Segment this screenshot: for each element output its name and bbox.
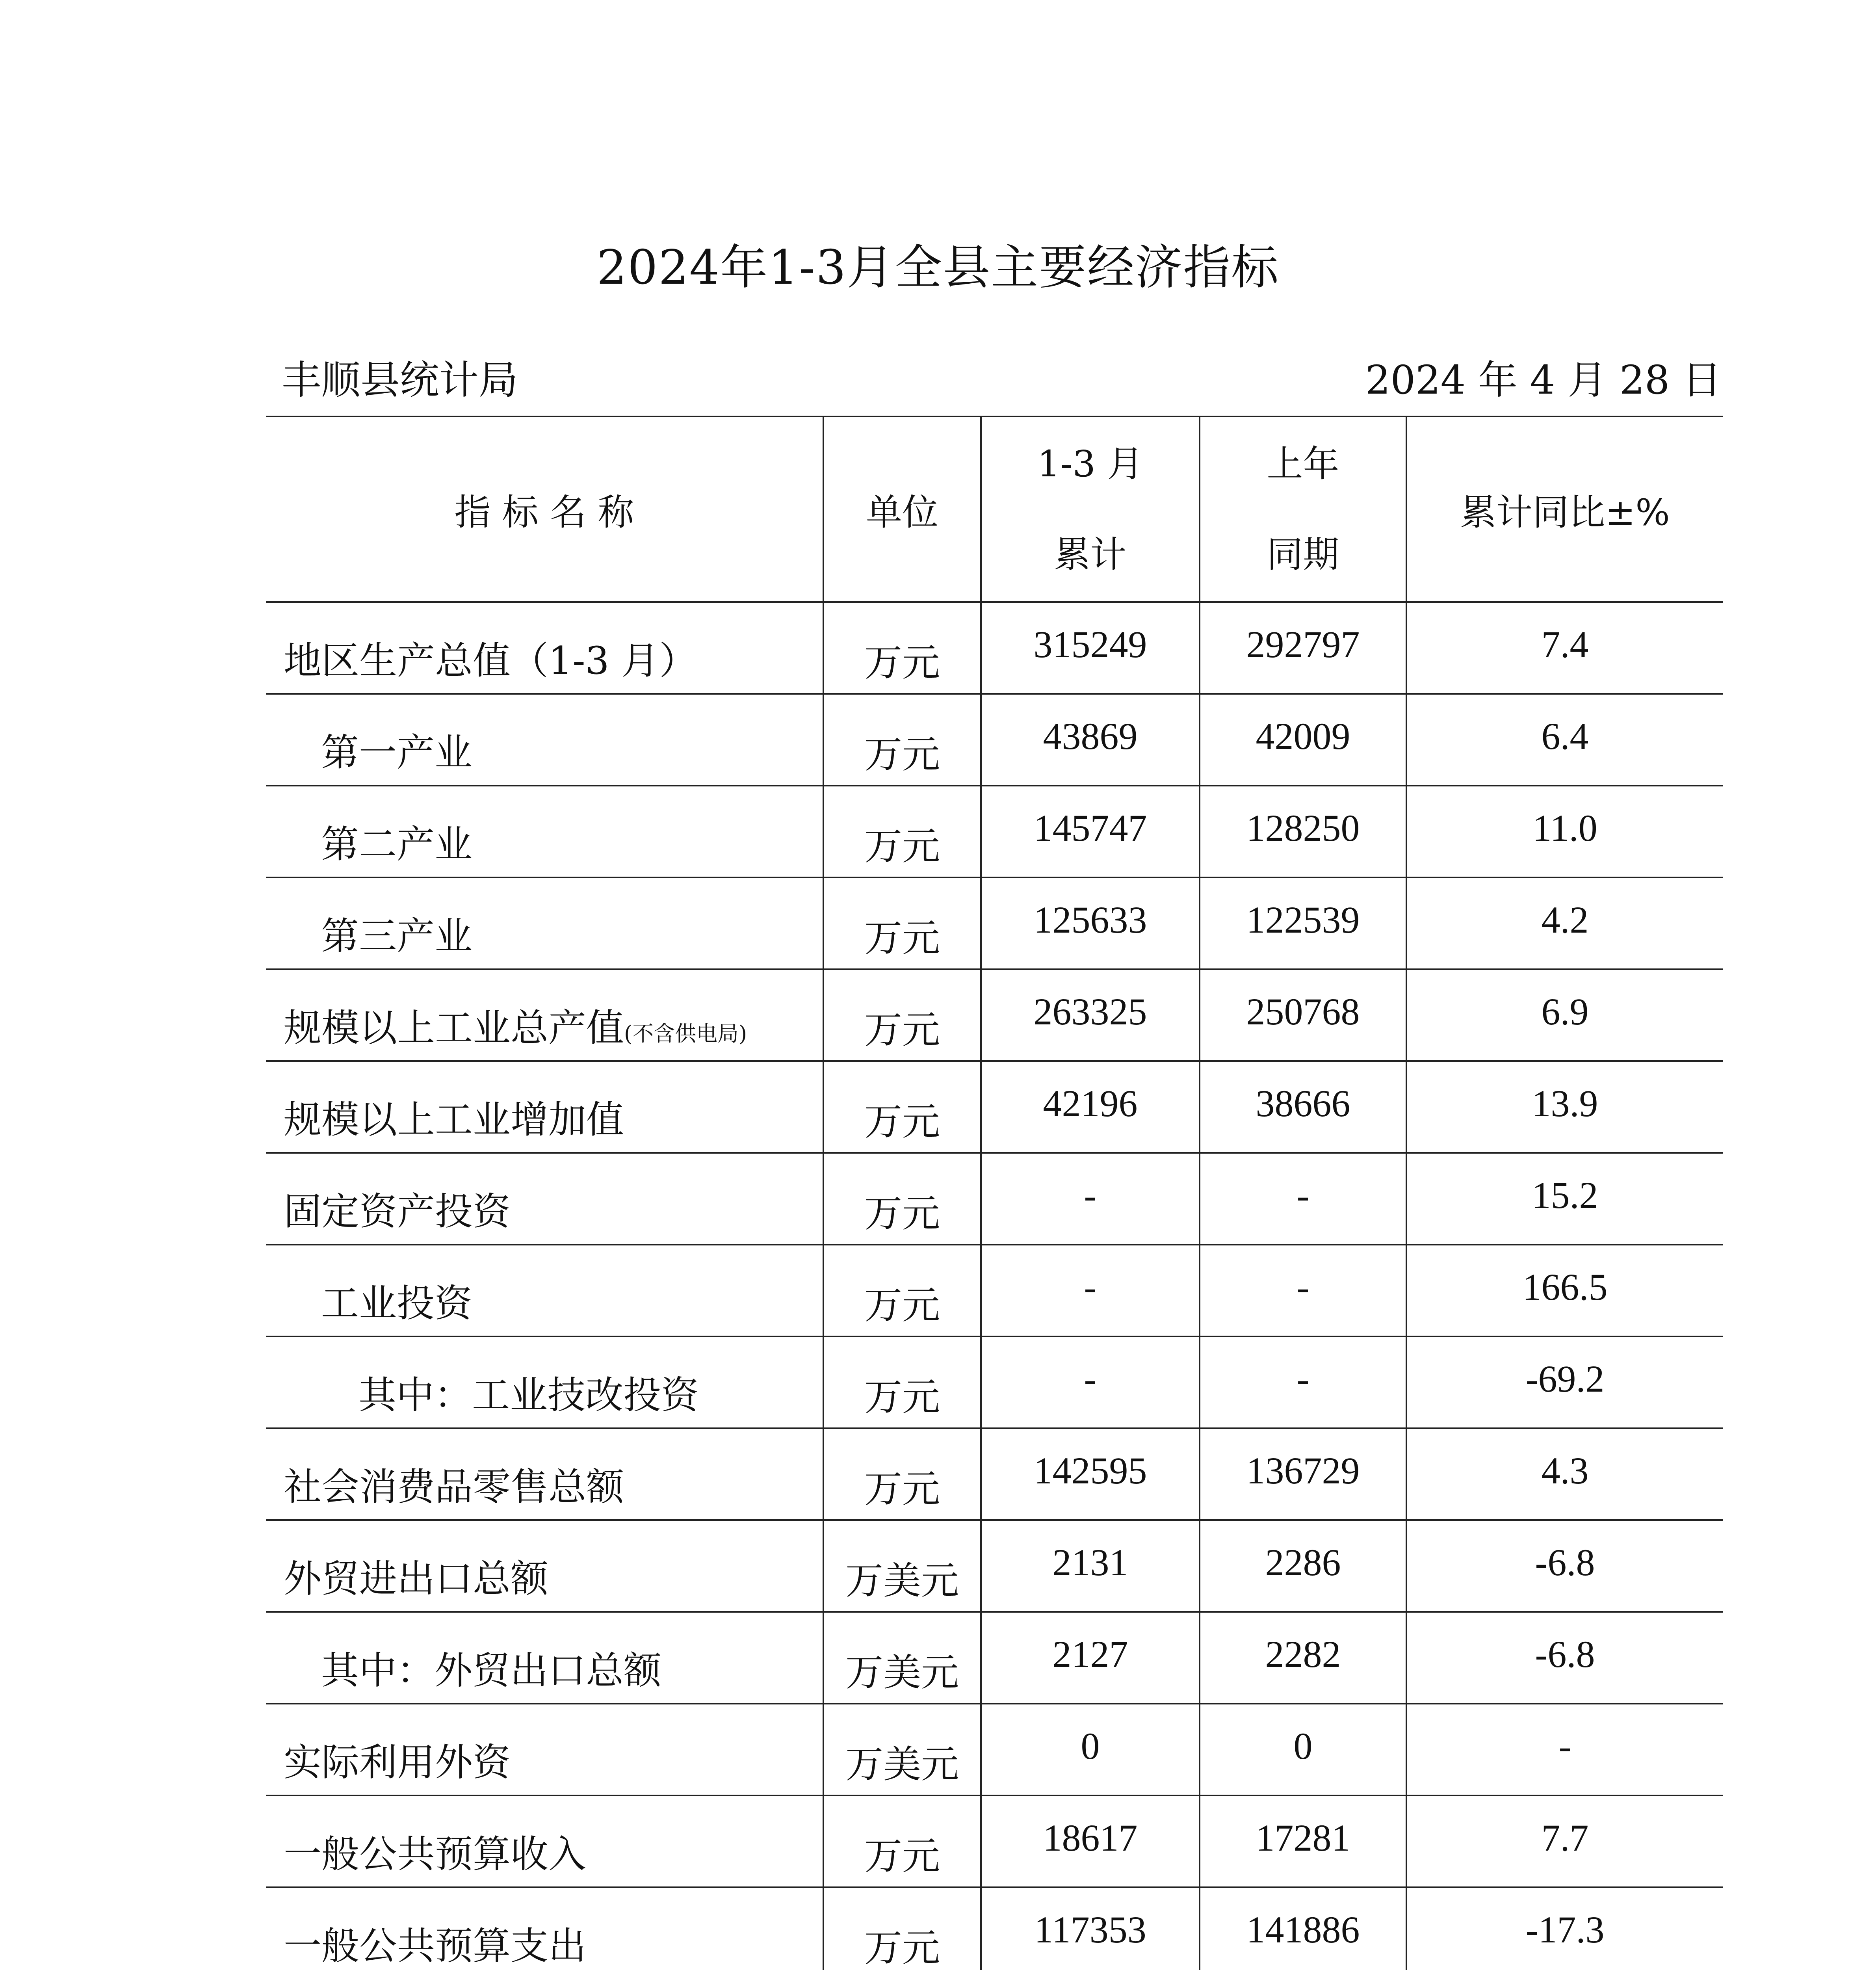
indicator-name: 工业投资 [266, 1245, 823, 1336]
table-row [266, 1520, 1723, 1612]
indicator-name: 一般公共预算收入 [266, 1795, 823, 1887]
indicator-name: 其中：工业技改投资 [266, 1336, 823, 1428]
previous-value: - [1200, 1336, 1406, 1428]
previous-value: 141886 [1200, 1887, 1406, 1970]
yoy-value: 13.9 [1406, 1061, 1723, 1153]
yoy-value: -69.2 [1406, 1336, 1723, 1428]
table-row [266, 1887, 1723, 1970]
previous-value: 292797 [1200, 602, 1406, 694]
previous-value: 136729 [1200, 1428, 1406, 1520]
indicator-name: 外贸进出口总额 [266, 1520, 823, 1612]
previous-value: 128250 [1200, 786, 1406, 877]
indicator-unit: 万美元 [823, 1520, 981, 1612]
indicator-unit: 万元 [823, 1887, 981, 1970]
current-value: 2127 [981, 1612, 1200, 1704]
yoy-value: 4.2 [1406, 877, 1723, 969]
current-value: - [981, 1153, 1200, 1245]
indicator-unit: 万元 [823, 877, 981, 969]
current-value: - [981, 1245, 1200, 1336]
table-row [266, 1795, 1723, 1887]
current-value: 42196 [981, 1061, 1200, 1153]
indicator-unit: 万元 [823, 1336, 981, 1428]
indicator-name: 一般公共预算支出 [266, 1887, 823, 1970]
header-indicator-name: 指 标 名 称 [266, 416, 823, 602]
yoy-value: -6.8 [1406, 1520, 1723, 1612]
yoy-value: 6.4 [1406, 694, 1723, 786]
indicator-unit: 万元 [823, 602, 981, 694]
previous-value: 250768 [1200, 969, 1406, 1061]
indicator-name: 固定资产投资 [266, 1153, 823, 1245]
previous-value: 17281 [1200, 1795, 1406, 1887]
yoy-value: 6.9 [1406, 969, 1723, 1061]
current-value: 0 [981, 1704, 1200, 1795]
header-yoy: 累计同比±% [1406, 416, 1723, 602]
yoy-value: 4.3 [1406, 1428, 1723, 1520]
current-value: - [981, 1336, 1200, 1428]
indicator-name: 规模以上工业增加值 [266, 1061, 823, 1153]
indicator-name: 第三产业 [266, 877, 823, 969]
indicator-unit: 万元 [823, 969, 981, 1061]
indicator-name: 社会消费品零售总额 [266, 1428, 823, 1520]
indicators-table [266, 416, 1723, 1970]
header-current-line1: 1-3 月 [1037, 442, 1144, 485]
table-row [266, 1336, 1723, 1428]
previous-value: - [1200, 1153, 1406, 1245]
indicator-unit: 万元 [823, 1153, 981, 1245]
indicator-unit: 万元 [823, 786, 981, 877]
table-row [266, 694, 1723, 786]
indicator-unit: 万美元 [823, 1704, 981, 1795]
current-value: 117353 [981, 1887, 1200, 1970]
current-value: 18617 [981, 1795, 1200, 1887]
current-value: 2131 [981, 1520, 1200, 1612]
table-row [266, 602, 1723, 694]
table-row [266, 1153, 1723, 1245]
indicator-unit: 万元 [823, 1795, 981, 1887]
current-value: 125633 [981, 877, 1200, 969]
table-header-row [266, 416, 1723, 602]
previous-value: 38666 [1200, 1061, 1406, 1153]
yoy-value: 11.0 [1406, 786, 1723, 877]
table-row [266, 1428, 1723, 1520]
previous-value: 2286 [1200, 1520, 1406, 1612]
yoy-value: 15.2 [1406, 1153, 1723, 1245]
indicator-name [266, 969, 823, 1061]
header-current [981, 416, 1200, 602]
indicator-name: 其中：外贸出口总额 [266, 1612, 823, 1704]
header-previous [1200, 416, 1406, 602]
report-date: 2024 年 4 月 28 日 [1365, 357, 1722, 403]
indicator-name: 实际利用外资 [266, 1704, 823, 1795]
current-value: 43869 [981, 694, 1200, 786]
current-value: 142595 [981, 1428, 1200, 1520]
current-value: 263325 [981, 969, 1200, 1061]
header-previous-line1: 上年 [1267, 442, 1339, 485]
current-value: 315249 [981, 602, 1200, 694]
header-unit: 单位 [823, 416, 981, 602]
table-row [266, 969, 1723, 1061]
indicator-unit: 万元 [823, 694, 981, 786]
indicator-unit: 万元 [823, 1061, 981, 1153]
table-row [266, 1704, 1723, 1795]
previous-value: - [1200, 1245, 1406, 1336]
yoy-value: 166.5 [1406, 1245, 1723, 1336]
table-row [266, 1061, 1723, 1153]
indicator-name-note: (不含供电局) [624, 1021, 747, 1046]
previous-value: 2282 [1200, 1612, 1406, 1704]
previous-value: 122539 [1200, 877, 1406, 969]
indicator-unit: 万美元 [823, 1612, 981, 1704]
yoy-value: 7.4 [1406, 602, 1723, 694]
issuer-label: 丰顺县统计局 [282, 357, 518, 403]
indicator-unit: 万元 [823, 1245, 981, 1336]
header-previous-line2: 同期 [1267, 533, 1339, 576]
header-current-line2: 累计 [1054, 533, 1127, 576]
previous-value: 0 [1200, 1704, 1406, 1795]
table-row [266, 877, 1723, 969]
current-value: 145747 [981, 786, 1200, 877]
indicator-name: 地区生产总值（1-3 月） [266, 602, 823, 694]
table-row [266, 1245, 1723, 1336]
indicator-name: 第二产业 [266, 786, 823, 877]
yoy-value: -6.8 [1406, 1612, 1723, 1704]
indicator-unit: 万元 [823, 1428, 981, 1520]
previous-value: 42009 [1200, 694, 1406, 786]
indicator-name-text: 规模以上工业总产值 [284, 1006, 624, 1050]
yoy-value: -17.3 [1406, 1887, 1723, 1970]
table-row [266, 1612, 1723, 1704]
yoy-value: - [1406, 1704, 1723, 1795]
indicator-name: 第一产业 [266, 694, 823, 786]
yoy-value: 7.7 [1406, 1795, 1723, 1887]
page-title: 2024年1-3月全县主要经济指标 [596, 240, 1280, 295]
table-row [266, 786, 1723, 877]
